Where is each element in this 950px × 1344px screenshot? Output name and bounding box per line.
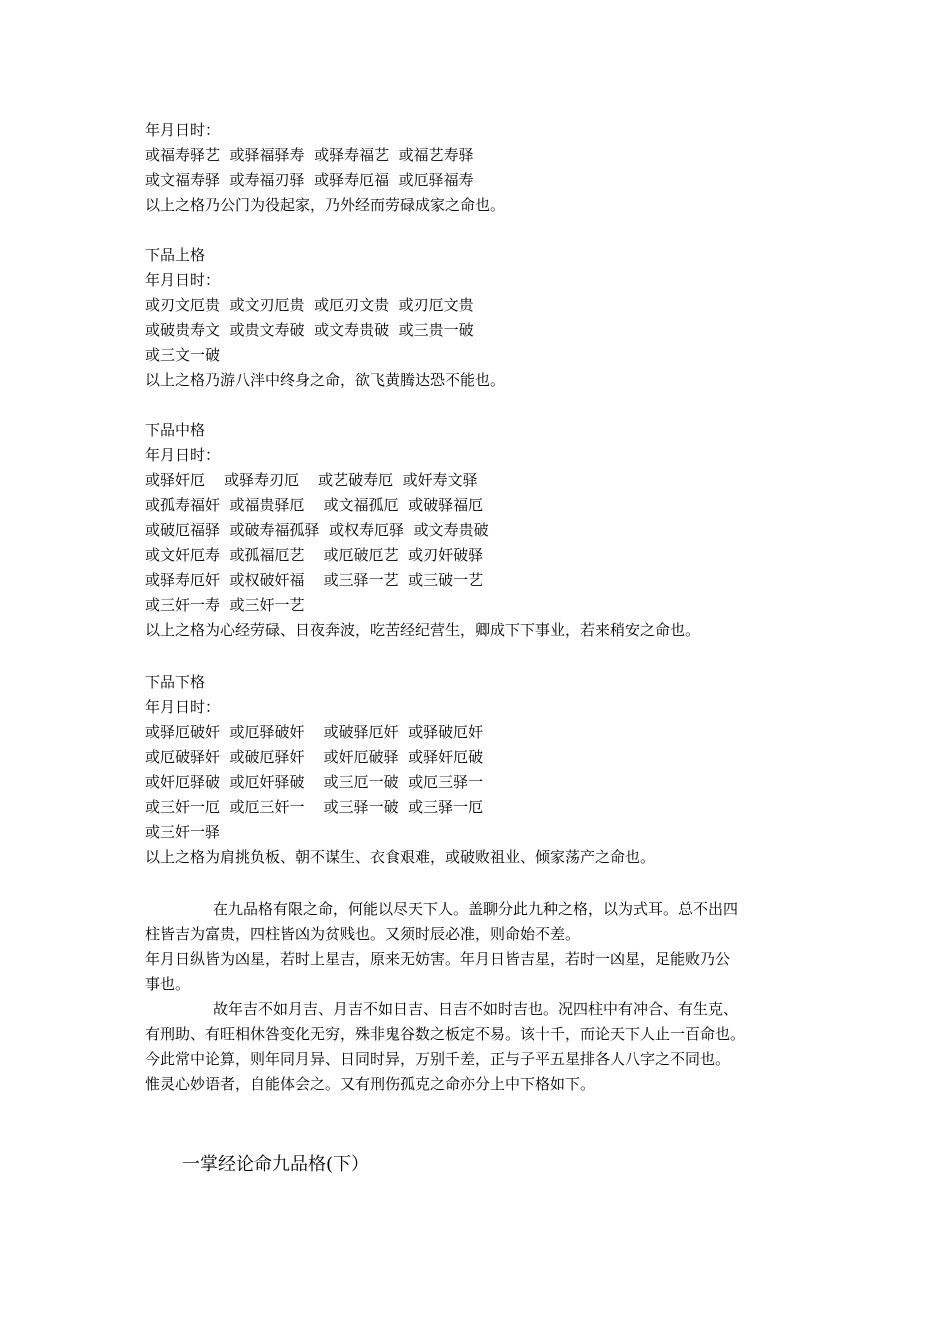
paragraph-line: 今此常中论算，则年同月异、日同时异，万别千差，正与子平五星排各人八字之不同也。 [145, 1050, 731, 1068]
text-line: 或孤寿福奸 或福贵驿厄 或文福孤厄 或破驿福厄 [145, 496, 484, 514]
text-line: 以上之格为肩挑负板、朝不谋生、衣食艰难，或破败祖业、倾家荡产之命也。 [145, 848, 656, 866]
text-line: 或文奸厄寿 或孤福厄艺 或厄破厄艺 或刃奸破驿 [145, 546, 484, 564]
paragraph-line: 惟灵心妙语者，自能体会之。又有刑伤孤克之命亦分上中下格如下。 [145, 1075, 596, 1093]
paragraph-line: 有刑助、有旺相休咎变化无穷，殊非鬼谷数之板定不易。该十千，而论天下人止一百命也。 [145, 1025, 746, 1043]
text-line: 或三文一破 [145, 346, 221, 364]
text-line: 年月日时： [145, 698, 221, 716]
text-line: 以上之格乃游八泮中终身之命，欲飞黄腾达恐不能也。 [145, 371, 506, 389]
text-line: 年月日时： [145, 271, 221, 289]
text-line: 年月日时： [145, 121, 221, 139]
text-line: 或刃文厄贵 或文刃厄贵 或厄刃文贵 或刃厄文贵 [145, 296, 474, 314]
paragraph-line: 年月日纵皆为凶星，若时上星吉，原来无妨害。年月日皆吉星，若时一凶星，足能败乃公 [145, 950, 731, 968]
section-heading: 下品中格 [145, 421, 206, 439]
text-line: 或驿寿厄奸 或权破奸福 或三驿一艺 或三破一艺 [145, 571, 484, 589]
text-line: 以上之格为心经劳碌、日夜奔波，吃苦经纪营生，卿成下下事业，若来稍安之命也。 [145, 621, 701, 639]
text-line: 以上之格乃公门为役起家，乃外经而劳碌成家之命也。 [145, 196, 506, 214]
section-heading: 下品上格 [145, 246, 206, 264]
text-line: 或福寿驿艺 或驿福驿寿 或驿寿福艺 或福艺寿驿 [145, 146, 474, 164]
paragraph-line: 柱皆吉为富贵，四柱皆凶为贫贱也。又须时辰必准，则命始不差。 [145, 925, 581, 943]
text-line: 或文福寿驿 或寿福刃驿 或驿寿厄福 或厄驿福寿 [145, 171, 474, 189]
text-line: 或三奸一厄 或厄三奸一 或三驿一破 或三驿一厄 [145, 798, 484, 816]
paragraph-line: 在九品格有限之命，何能以尽天下人。盖聊分此九种之格，以为式耳。总不出四 [213, 900, 739, 918]
text-line: 或三奸一驿 [145, 823, 221, 841]
text-line: 或三奸一寿 或三奸一艺 [145, 596, 305, 614]
text-line: 年月日时： [145, 446, 221, 464]
text-line: 或破贵寿文 或贵文寿破 或文寿贵破 或三贵一破 [145, 321, 474, 339]
section-title: 一掌经论命九品格(下） [182, 1154, 370, 1175]
text-line: 或破厄福驿 或破寿福孤驿 或权寿厄驿 或文寿贵破 [145, 521, 489, 539]
text-line: 或奸厄驿破 或厄奸驿破 或三厄一破 或厄三驿一 [145, 773, 484, 791]
section-heading: 下品下格 [145, 673, 206, 691]
text-line: 或厄破驿奸 或破厄驿奸 或奸厄破驿 或驿奸厄破 [145, 748, 484, 766]
text-line: 或驿厄破奸 或厄驿破奸 或破驿厄奸 或驿破厄奸 [145, 723, 484, 741]
paragraph-line: 事也。 [145, 975, 191, 993]
paragraph-line: 故年吉不如月吉、月吉不如日吉、日吉不如时吉也。况四柱中有冲合、有生克、 [213, 1000, 739, 1018]
text-line: 或驿奸厄 或驿寿刃厄 或艺破寿厄 或奸寿文驿 [145, 471, 478, 489]
